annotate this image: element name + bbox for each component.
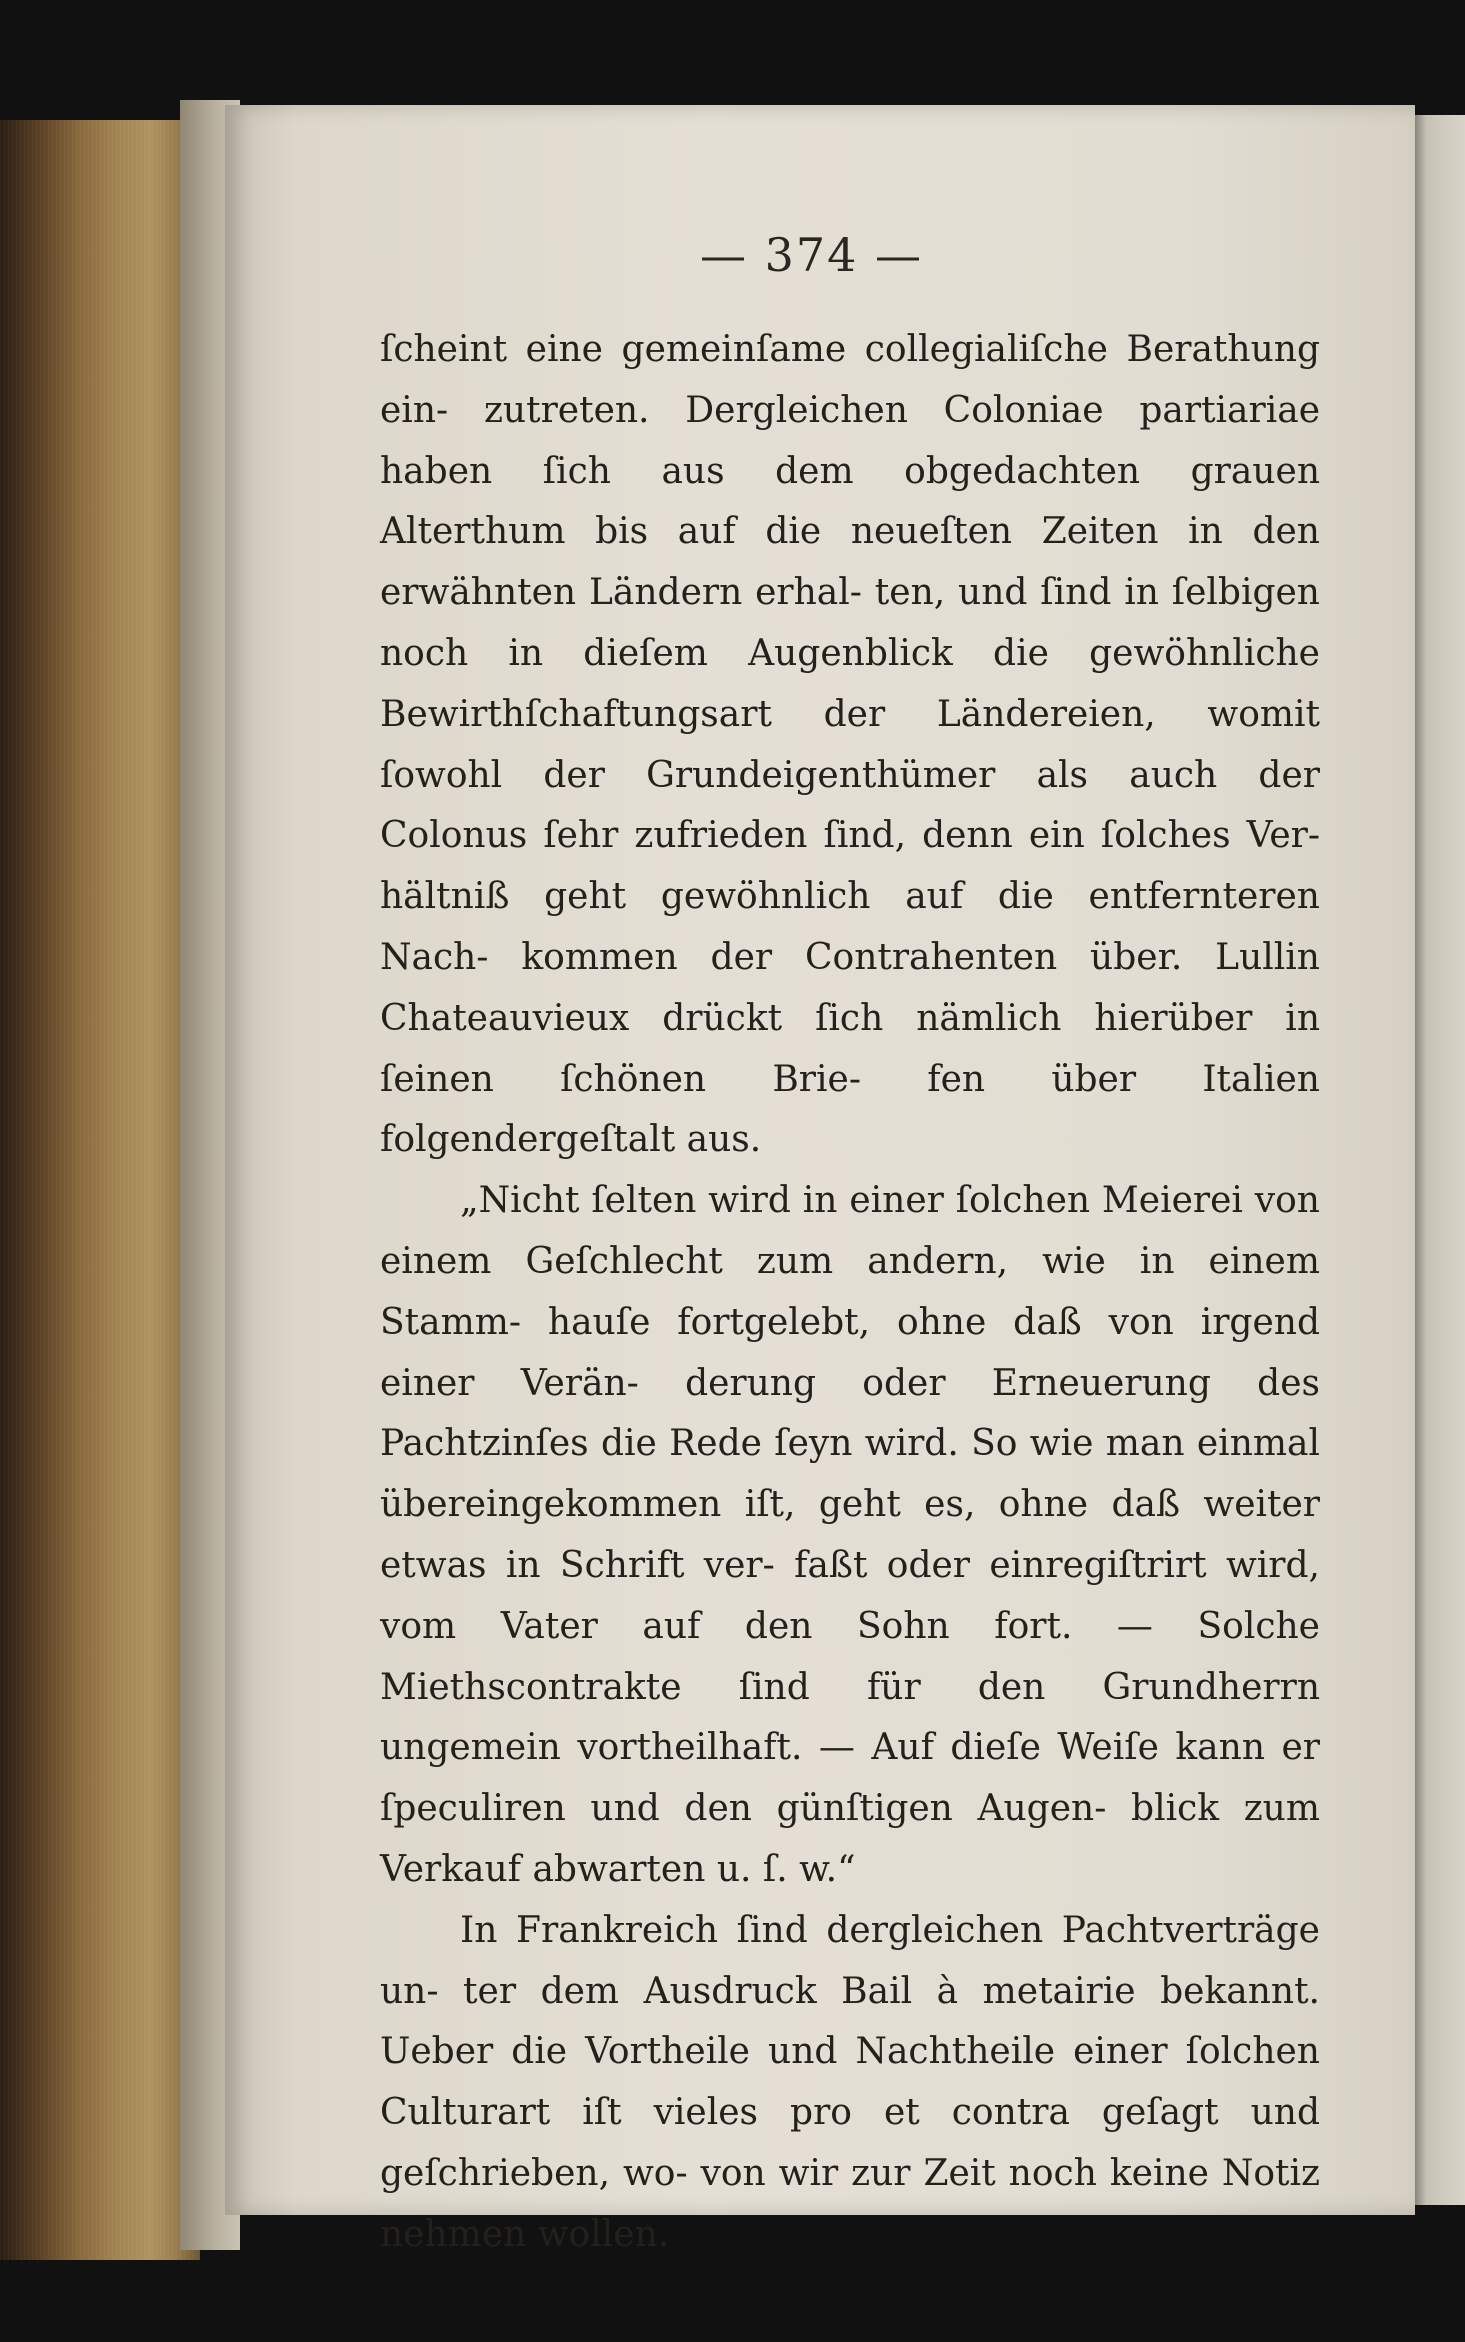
paragraph-1: ſcheint eine gemeinſame collegialiſche Berathung ein- zutreten. Dergleichen Coloniae partiariae haben ſich aus dem obgedachten grauen Alterthum bis auf die neueſten Zeiten in den erwähnten Ländern erhal- ten, und ſind in ſelbigen noch in dieſem Augenblick die gewöhnliche Bewirthſchaftungsart der Ländereien, womit ſowohl der Grundeigenthümer als auch der Colonus ſehr zufrieden ſind, denn ein ſolches Ver- hältniß geht gewöhnlich auf die entfernteren Nach- kommen der Contrahenten über. Lullin Chateauvieux drückt ſich nämlich hierüber in ſeinen ſchönen Brie- fen über Italien folgendergeſtalt aus.	[380, 329, 1320, 1161]
page-text	[380, 320, 1320, 2266]
book-page-edges	[0, 120, 200, 2260]
paragraph-2: „Nicht ſelten wird in einer ſolchen Meierei von einem Geſchlecht zum andern, wie in einem Stamm- hauſe fortgelebt, ohne daß von irgend einer Verän- derung oder Erneuerung des Pachtzinſes die Rede ſeyn wird. So wie man einmal übereingekommen iſt, geht es, ohne daß weiter etwas in Schrift ver- faßt oder einregiſtrirt wird, vom Vater auf den Sohn fort. — Solche Miethscontrakte ſind für den Grundherrn ungemein vortheilhaft. — Auf dieſe Weiſe kann er ſpeculiren und den günſtigen Augen- blick zum Verkauf abwarten u. ſ. w.“	[380, 1180, 1320, 1890]
page-number: — 374 —	[700, 228, 924, 282]
paragraph-3: In Frankreich ſind dergleichen Pachtverträge un- ter dem Ausdruck Bail à metairie bekannt. Ueber die Vortheile und Nachtheile einer ſolchen Culturart iſt vieles pro et contra geſagt und geſchrieben, wo- von wir zur Zeit noch keine Notiz nehmen wollen.	[380, 1909, 1320, 2255]
facing-page	[1410, 115, 1465, 2205]
